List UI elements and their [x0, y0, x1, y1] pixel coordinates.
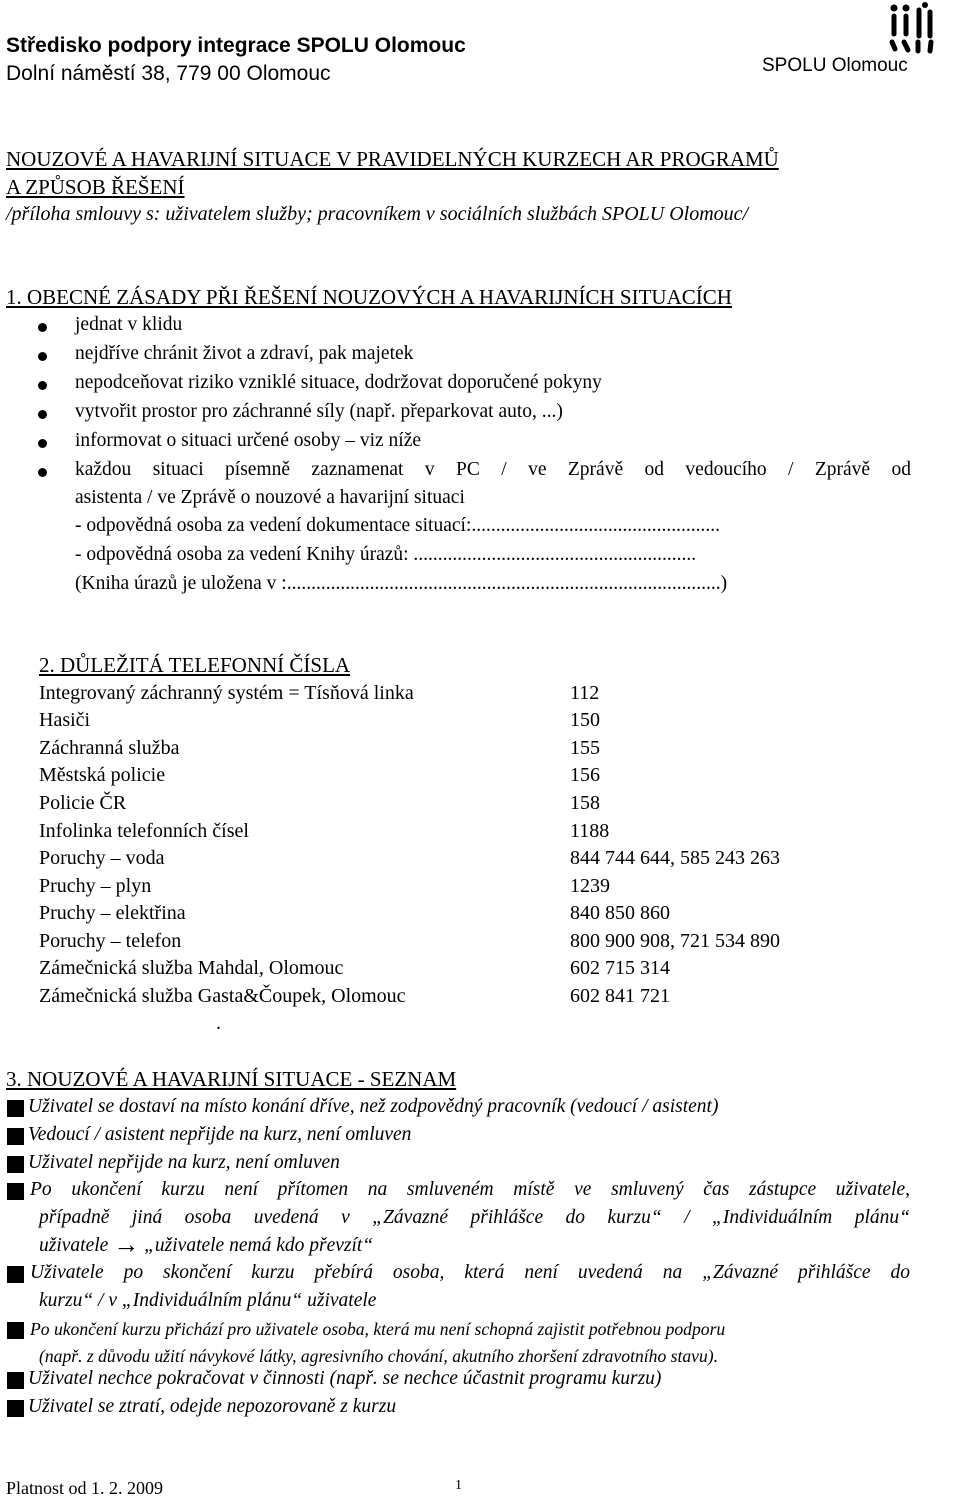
bullet-icon: [38, 410, 47, 419]
situation-text: Uživatel nepřijde na kurz, není omluven: [28, 1152, 340, 1173]
section-1-heading: 1. OBECNÉ ZÁSADY PŘI ŘEŠENÍ NOUZOVÝCH A HAVARIJNÍCH SITUACÍCH: [6, 285, 732, 309]
situation-text: Uživatel se dostaví na místo konání dříve, než zodpovědný pracovník (vedoucí / asistent): [28, 1096, 719, 1117]
phone-service-name: Pruchy – plyn: [39, 875, 152, 897]
document-subtitle: /příloha smlouvy s: uživatelem služby; pracovníkem v sociálních službách SPOLU Olomouc/: [6, 203, 749, 225]
phone-number: 840 850 860: [570, 902, 670, 924]
bullet-text: jednat v klidu: [75, 314, 183, 335]
phone-number: 155: [570, 737, 600, 759]
list-item: [0, 1396, 960, 1424]
phone-service-name: Policie ČR: [39, 792, 127, 814]
organization-name: Středisko podpory integrace SPOLU Olomouc: [6, 34, 466, 57]
square-bullet-icon: [7, 1128, 24, 1145]
spolu-logo-icon: [886, 2, 936, 54]
phone-number: 156: [570, 764, 600, 786]
list-item: [0, 1152, 960, 1180]
phone-number: 158: [570, 792, 600, 814]
list-item: [0, 1318, 960, 1374]
square-bullet-icon: [7, 1183, 24, 1200]
situation-text: Po ukončení kurzu není přítomen na smluveném místě ve smluvený čas zástupce uživatele,: [30, 1179, 910, 1200]
list-item: [0, 1368, 960, 1396]
situation-text: Po ukončení kurzu přichází pro uživatele osoba, která mu není schopná zajistit potřebnou podporu: [30, 1319, 726, 1339]
phone-number: 1188: [570, 820, 610, 842]
situation-text: Uživatel se ztratí, odejde nepozorovaně z kurzu: [28, 1396, 397, 1417]
phone-service-name: Hasiči: [39, 709, 91, 731]
square-bullet-icon: [7, 1266, 24, 1283]
document-title-line-1: NOUZOVÉ A HAVARIJNÍ SITUACE V PRAVIDELNÝCH KURZECH AR PROGRAMŮ: [6, 147, 779, 171]
square-bullet-icon: [7, 1400, 24, 1417]
dash-item-text: - odpovědná osoba za vedení dokumentace situací:...................................................: [75, 515, 720, 536]
page-number: 1: [455, 1478, 462, 1493]
phone-service-name: Integrovaný záchranný systém = Tísňová linka: [39, 682, 414, 704]
phone-service-name: Zámečnická služba Mahdal, Olomouc: [39, 957, 344, 979]
situation-text-continued: kurzu“ / v „Individuálním plánu“ uživatele: [39, 1290, 377, 1311]
phone-service-name: Infolinka telefonních čísel: [39, 820, 249, 842]
bullet-icon: [38, 381, 47, 390]
dash-item-text: - odpovědná osoba za vedení Knihy úrazů: ..........................................................: [75, 544, 697, 565]
square-bullet-icon: [7, 1322, 24, 1339]
bullet-text: každou situaci písemně zaznamenat v PC / ve Zprávě od vedoucího / Zprávě od: [75, 459, 911, 480]
list-item: [0, 1262, 960, 1318]
bullet-icon: [38, 468, 47, 477]
bullet-text: vytvořit prostor pro záchranné síly (např. přeparkovat auto, ...): [75, 401, 563, 422]
phone-service-name: Pruchy – elektřina: [39, 902, 186, 924]
list-item: [0, 1179, 960, 1263]
phone-number: 844 744 644, 585 243 263: [570, 847, 780, 869]
phone-service-name: Poruchy – voda: [39, 847, 165, 869]
list-item: [0, 1096, 960, 1124]
phone-number: 150: [570, 709, 600, 731]
list-item: [0, 1124, 960, 1152]
phone-number: 1239: [570, 875, 610, 897]
situation-text: Vedoucí / asistent nepřijde na kurz, není omluven: [28, 1124, 412, 1145]
bullet-icon: [38, 439, 47, 448]
arrow-right-icon: →: [113, 1230, 140, 1259]
logo-text: SPOLU Olomouc: [762, 55, 908, 76]
situation-text-continued: (např. z důvodu užití návykové látky, agresivního chování, akutního zhoršení zdravotního stavu).: [39, 1346, 719, 1366]
bullet-text-continued: asistenta / ve Zprávě o nouzové a havarijní situaci: [75, 487, 465, 508]
organization-address: Dolní náměstí 38, 779 00 Olomouc: [6, 62, 331, 85]
bullet-text: informovat o situaci určené osoby – viz níže: [75, 430, 422, 451]
situation-text: Uživatele po skončení kurzu přebírá osoba, která není uvedená na „Závazné přihlášce do: [30, 1262, 910, 1283]
square-bullet-icon: [7, 1100, 24, 1117]
phone-service-name: Záchranná služba: [39, 737, 180, 759]
section-2-heading: 2. DŮLEŽITÁ TELEFONNÍ ČÍSLA: [39, 653, 351, 677]
phone-number: 602 715 314: [570, 957, 670, 979]
situation-text-continued: případně jiná osoba uvedená v „Závazné přihlášce do kurzu“ / „Individuálním plánu“: [39, 1207, 910, 1228]
section-3-heading: 3. NOUZOVÉ A HAVARIJNÍ SITUACE - SEZNAM: [6, 1067, 457, 1091]
situation-text-continued: uživatele → „uživatele nemá kdo převzít“: [39, 1230, 374, 1259]
bullet-icon: [38, 323, 47, 332]
phone-number: 112: [570, 682, 600, 704]
square-bullet-icon: [7, 1372, 24, 1389]
phone-number: 602 841 721: [570, 985, 670, 1007]
phone-service-name: Městská policie: [39, 764, 166, 786]
square-bullet-icon: [7, 1156, 24, 1173]
phone-service-name: Zámečnická služba Gasta&Čoupek, Olomouc: [39, 985, 406, 1007]
situation-text: Uživatel nechce pokračovat v činnosti (např. se nechce účastnit programu kurzu): [28, 1368, 662, 1389]
note-text: (Kniha úrazů je uložena v :.........................................................................................): [75, 573, 728, 594]
phone-service-name: Poruchy – telefon: [39, 930, 182, 952]
document-title-line-2: A ZPŮSOB ŘEŠENÍ: [6, 175, 185, 199]
validity-date: Platnost od 1. 2. 2009: [6, 1478, 164, 1498]
trailing-dot: .: [216, 1012, 221, 1034]
bullet-text: nepodceňovat riziko vzniklé situace, dodržovat doporučené pokyny: [75, 372, 602, 393]
bullet-icon: [38, 352, 47, 361]
phone-number: 800 900 908, 721 534 890: [570, 930, 780, 952]
bullet-text: nejdříve chránit život a zdraví, pak majetek: [75, 343, 414, 364]
